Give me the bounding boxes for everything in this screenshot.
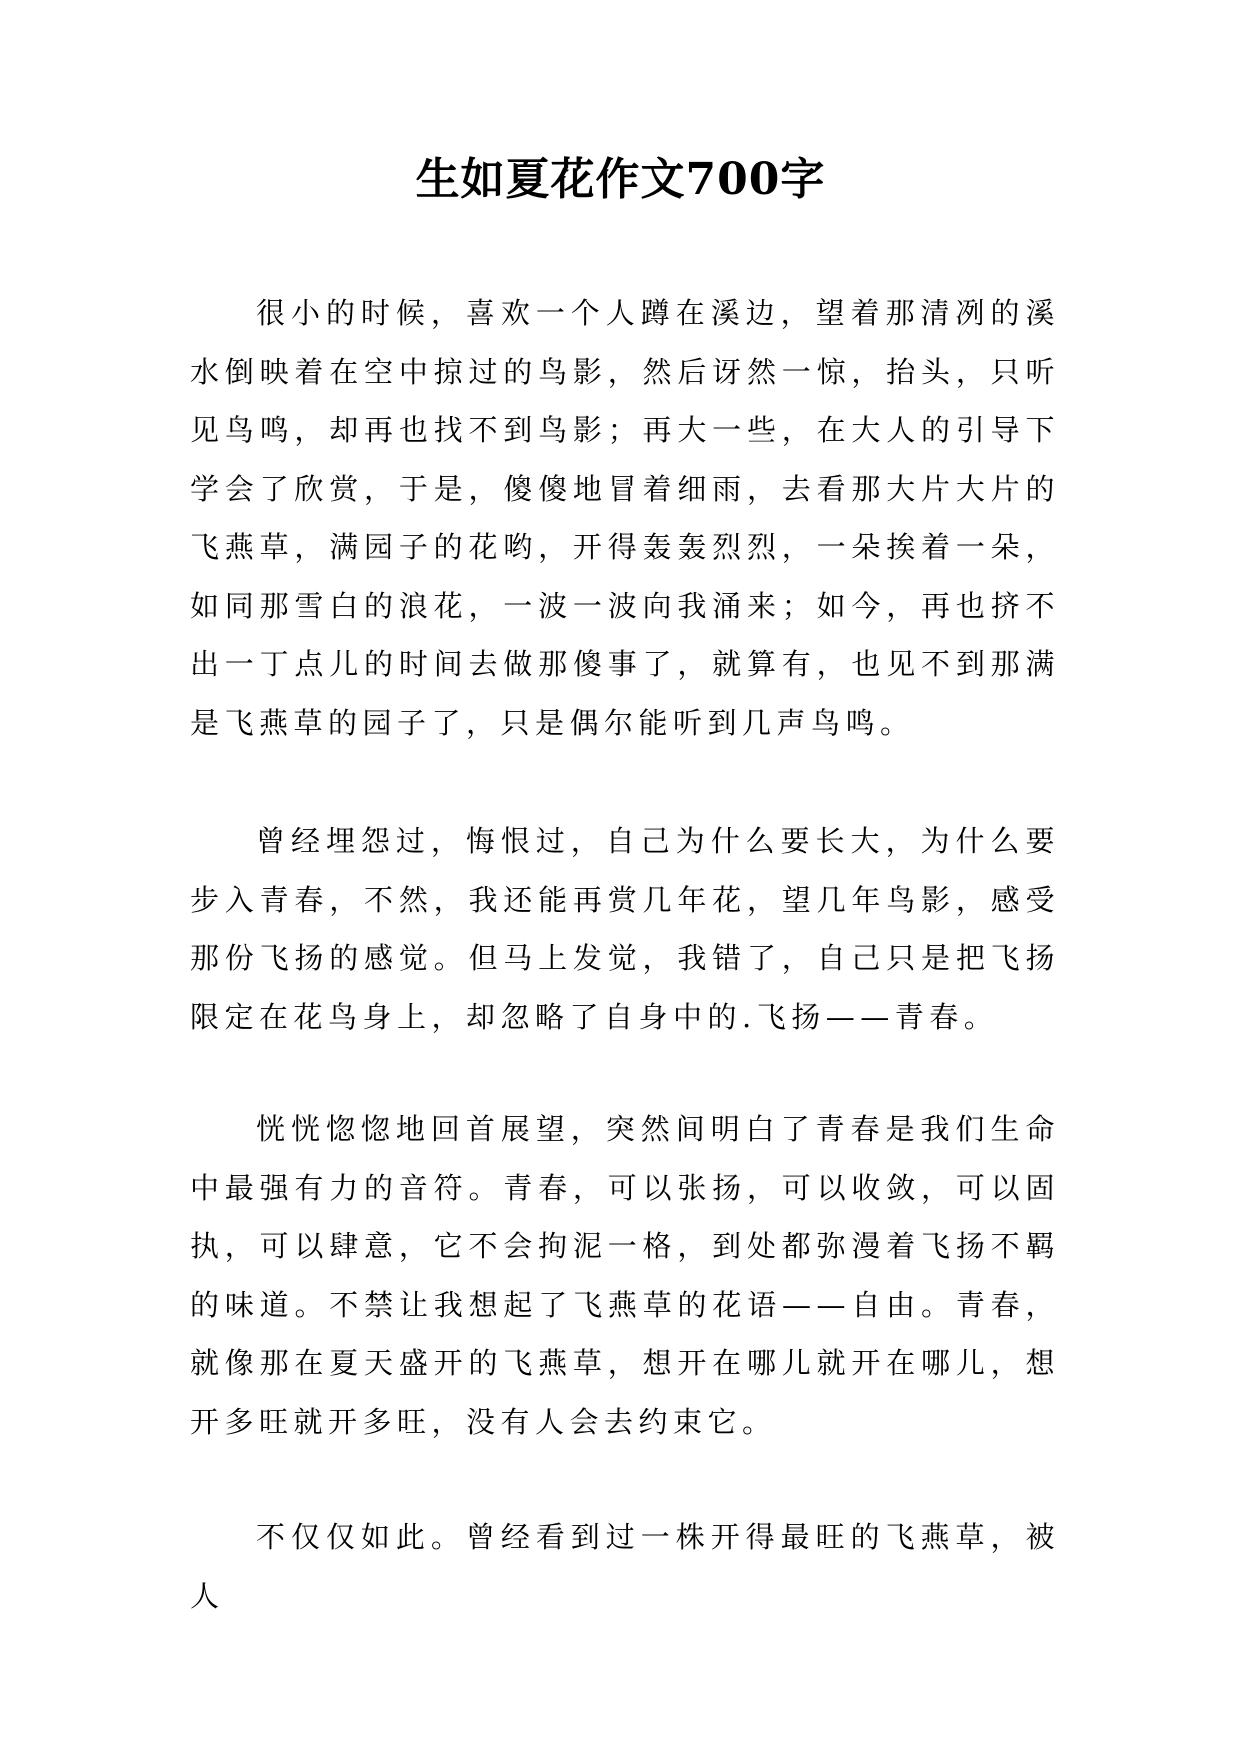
document-title: 生如夏花作文700字 — [415, 154, 826, 205]
paragraph-1: 很小的时候，喜欢一个人蹲在溪边，望着那清冽的溪水倒映着在空中掠过的鸟影，然后讶然一惊，抬头，只听见鸟鸣，却再也找不到鸟影；再大一些，在大人的引导下学会了欣赏，于是，傻傻地冒着细雨，去看那大片大片的飞燕草，满园子的花哟，开得轰轰烈烈，一朵挨着一朵，如同那雪白的浪花，一波一波向我涌来；如今，再也挤不出一丁点儿的时间去做那傻事了，就算有，也见不到那满是飞燕草的园子了，只是偶尔能听到几声鸟鸣。 — [190, 296, 1060, 740]
paragraph-2: 曾经埋怨过，悔恨过，自己为什么要长大，为什么要步入青春，不然，我还能再赏几年花，望几年鸟影，感受那份飞扬的感觉。但马上发觉，我错了，自己只是把飞扬限定在花鸟身上，却忽略了自身中的.飞扬——青春。 — [190, 824, 1060, 1034]
paragraph-4: 不仅仅如此。曾经看到过一株开得最旺的飞燕草，被人 — [190, 1520, 1060, 1613]
paragraph-3: 恍恍惚惚地回首展望，突然间明白了青春是我们生命中最强有力的音符。青春，可以张扬，可以收敛，可以固执，可以肆意，它不会拘泥一格，到处都弥漫着飞扬不羁的味道。不禁让我想起了飞燕草的花语——自由。青春，就像那在夏天盛开的飞燕草，想开在哪儿就开在哪儿，想开多旺就开多旺，没有人会去约束它。 — [190, 1112, 1060, 1439]
